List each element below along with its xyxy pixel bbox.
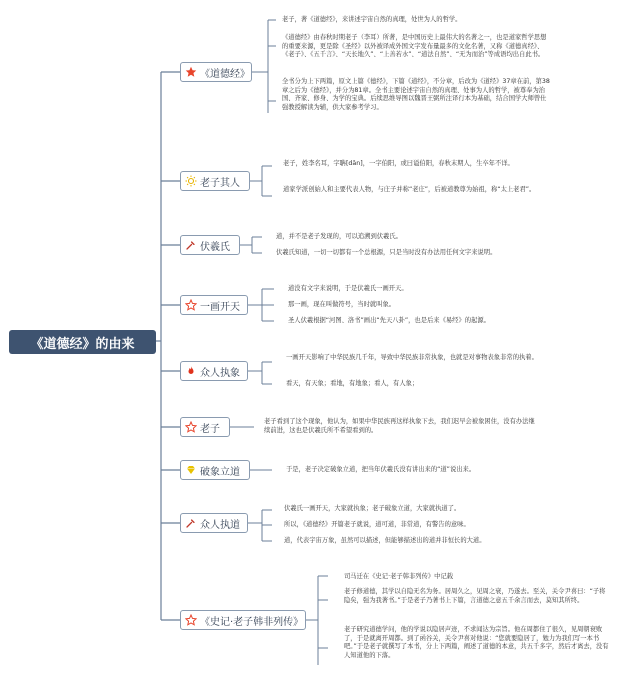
note-zhidao-1: 伏羲氏一画开天，大家就执象；老子破象立道，大家就执道了。 — [284, 505, 461, 512]
note-daodejing-1: 老子，著《道德经》，来讲述宇宙自然的真理，处世为人的哲学。 — [282, 16, 462, 23]
note-laozi-1: 老子看到了这个现象，他认为，如果中华民族再这样执象下去，我们迟早会被象困住，没有办法继续前进，这也是伏羲氏所不希望看到的。 — [264, 418, 535, 434]
branch-label: 老子 — [200, 423, 220, 435]
note-poxiang-1: 于是，老子决定破象立道，把当年伏羲氏没有讲出来的“道”说出来。 — [286, 466, 476, 473]
root-title: 《道德经》的由来 — [30, 336, 135, 352]
note-zhidao-2: 所以，《道德经》开篇老子就说，道可道，非常道，有警告的意味。 — [284, 521, 470, 528]
branch-fuxi[interactable] — [180, 235, 240, 255]
branch-label: 老子其人 — [200, 177, 240, 189]
note-shiji-2: 老子修道德，其学以自隐无名为务。居周久之，见周之衰，乃遂去。至关，关令尹喜曰：“子将隐矣，强为我著书。”于是老子乃著书上下篇，言道德之意五千余言而去，莫知其所终。 — [344, 588, 606, 604]
root-topic[interactable] — [9, 330, 156, 354]
diamond-icon — [185, 464, 197, 476]
note-laozi-person-2: 道家学派创始人和主要代表人物，与庄子并称“老庄”，后被道教尊为始祖，称“太上老君”。 — [283, 186, 536, 193]
note-daodejing-2: 《道德经》由春秋时期老子（李耳）所著，是中国历史上最伟大的名著之一，也是道家哲学思想的重要来源，更是除《圣经》以外被译成外国文字发布量最多的文化名著，又称《道德真经》、《老子》、《五千言》、“天长地久”、“上善若水”、“道法自然”、“无为而治”等成语均出自此书。 — [282, 34, 547, 59]
tool-icon — [185, 239, 197, 251]
star-outline-icon — [185, 421, 197, 433]
note-yihua-2: 那一画，现在叫做符号，当时就叫象。 — [288, 301, 396, 308]
note-shiji-1: 司马迁在《史记·老子韩非列传》中记载 — [344, 573, 454, 580]
star-outline-icon — [185, 614, 197, 626]
note-zhidao-3: 道，代表宇宙万象，虽然可以描述，但能够描述出的道并非恒长的大道。 — [284, 537, 486, 544]
tool-icon — [185, 517, 197, 529]
branch-zhongren-zhixiang[interactable] — [180, 361, 248, 381]
note-fuxi-1: 道，并不是老子发现的，可以追溯到伏羲氏。 — [276, 233, 402, 240]
note-zhixiang-2: 看天，有天象；看地，有地象；看人，有人象； — [286, 380, 419, 387]
branch-label: 《史记·老子韩非列传》 — [200, 616, 304, 628]
branch-label: 破象立道 — [200, 466, 240, 478]
branch-label: 一画开天 — [200, 301, 240, 313]
star-filled-icon — [185, 66, 197, 78]
branch-daodejing[interactable] — [180, 62, 252, 82]
branch-zhongren-zhidao[interactable] — [180, 513, 248, 533]
note-laozi-person-1: 老子，姓李名耳，字聃[dān]，一字伯阳，或曰谥伯阳，春秋末期人，生卒年不详。 — [283, 160, 514, 167]
fire-icon — [185, 365, 197, 377]
note-fuxi-2: 伏羲氏知道，一切一切都有一个总根源，只是当时没有办法用任何文字来说明。 — [276, 249, 497, 256]
branch-laozi-person[interactable] — [180, 171, 250, 191]
branch-label: 伏羲氏 — [200, 241, 230, 253]
note-daodejing-3: 全书分为上下两篇，原文上篇《德经》，下篇《道经》，不分章，后改为《道经》37章在前，第38章之后为《德经》，并分为81章。全书主要论述宇宙自然的真理、处事为人的哲学，被尊奉为治国、齐家、修身、为学的宝典。后续思维导图以魏晋王弼所注译行本为基础，结合国学大师曾仕强教授解读为辅，供大家参考学习。 — [282, 78, 550, 111]
note-yihua-1: 道没有文字来说明，于是伏羲氏一画开天。 — [288, 285, 408, 292]
branch-label: 众人执象 — [200, 367, 240, 379]
branch-shiji[interactable] — [180, 610, 306, 630]
branch-laozi[interactable] — [180, 417, 230, 437]
note-yihua-3: 圣人伏羲根据“河图、洛书”画出“先天八卦”，也是后来《易经》的起源。 — [288, 317, 490, 324]
note-shiji-3: 老子研究道德学问，他的学说以隐居声迹，不求闻达为宗旨。他在周都住了很久，见周朝衰败了，于是就离开周都。到了函谷关，关令尹喜对他说：“您就要隐居了，勉力为我们写一本书吧。”于是老子就撰写了本书，分上下两篇，阐述了道德的本意，共五千多字，然后才离去，没有人知道他的下落。 — [344, 626, 609, 659]
branch-label: 众人执道 — [200, 519, 240, 531]
note-zhixiang-1: 一画开天影响了中华民族几千年，导致中华民族非常执象，也就是对事物表象非常的执着。 — [286, 354, 538, 361]
sun-icon — [185, 175, 197, 187]
branch-label: 《道德经》 — [200, 68, 250, 80]
branch-yihua-kaitian[interactable] — [180, 295, 248, 315]
star-outline-icon — [185, 299, 197, 311]
branch-poxiang-lidao[interactable] — [180, 460, 250, 480]
